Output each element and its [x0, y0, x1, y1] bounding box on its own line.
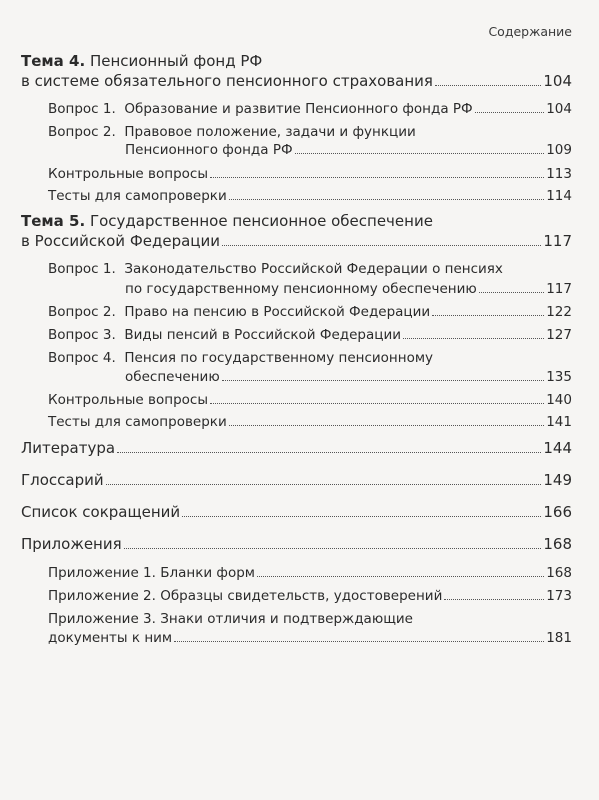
- item-title: Виды пенсий в Российской Федерации: [124, 327, 401, 343]
- item-title: Контрольные вопросы: [48, 392, 208, 408]
- topic-title: Пенсионный фонд РФ: [89, 52, 263, 70]
- item-title: Тесты для самопроверки: [48, 188, 227, 204]
- question-label: Вопрос 2.: [48, 304, 116, 320]
- dot-leader: [124, 548, 542, 549]
- topic-title: Государственное пенсионное обеспечение: [89, 212, 433, 230]
- item-title: Образование и развитие Пенсионного фонда РФ: [124, 101, 473, 117]
- item-title: Правовое положение, задачи и функции: [124, 124, 416, 140]
- topic-title-cont: в Российской Федерации: [21, 232, 220, 250]
- page-number: 144: [543, 439, 572, 457]
- topic-title-cont: в системе обязательного пенсионного страхования: [21, 72, 433, 90]
- page-number: 141: [546, 414, 572, 430]
- page-number: 140: [546, 392, 572, 408]
- appendix-title: Приложение 2. Образцы свидетельств, удостоверений: [48, 588, 443, 604]
- item-title-cont: обеспечению: [125, 369, 220, 385]
- dot-leader: [222, 245, 541, 246]
- dot-leader: [182, 516, 541, 517]
- dot-leader: [229, 199, 545, 200]
- page-number: 117: [546, 281, 572, 297]
- page-number: 181: [546, 630, 572, 646]
- running-head: Содержание: [488, 24, 572, 39]
- question-label: Вопрос 1.: [48, 101, 116, 117]
- dot-leader: [435, 85, 541, 86]
- appendix-title-cont: документы к ним: [48, 630, 173, 646]
- question-label: Вопрос 4.: [48, 350, 116, 366]
- dot-leader: [295, 153, 545, 154]
- section-title: Глоссарий: [21, 471, 104, 489]
- dot-leader: [117, 452, 541, 453]
- page-number: 117: [543, 232, 572, 250]
- item-title: Законодательство Российской Федерации о пенсиях: [124, 261, 503, 277]
- page-number: 114: [546, 188, 572, 204]
- item-title: Пенсия по государственному пенсионному: [124, 350, 434, 366]
- question-label: Вопрос 2.: [48, 124, 116, 140]
- page-number: 122: [546, 304, 572, 320]
- page-number: 168: [546, 565, 572, 581]
- page-number: 109: [546, 142, 572, 158]
- topic-label: Тема 5.: [21, 212, 86, 230]
- page-number: 166: [543, 503, 572, 521]
- dot-leader: [479, 292, 544, 293]
- dot-leader: [222, 380, 545, 381]
- section-title: Литература: [21, 439, 116, 457]
- appendix-title: Приложение 1. Бланки форм: [48, 565, 255, 581]
- topic-label: Тема 4.: [21, 52, 86, 70]
- question-label: Вопрос 1.: [48, 261, 116, 277]
- item-title: Контрольные вопросы: [48, 166, 208, 182]
- page-number: 104: [546, 101, 572, 117]
- dot-leader: [174, 641, 544, 642]
- item-title: Право на пенсию в Российской Федерации: [124, 304, 431, 320]
- dot-leader: [475, 112, 545, 113]
- section-title: Список сокращений: [21, 503, 181, 521]
- item-title-cont: Пенсионного фонда РФ: [125, 142, 293, 158]
- section-title: Приложения: [21, 535, 122, 553]
- page-number: 135: [546, 369, 572, 385]
- dot-leader: [210, 403, 544, 404]
- page-number: 104: [543, 72, 572, 90]
- item-title-cont: по государственному пенсионному обеспечению: [125, 281, 477, 297]
- item-title: Тесты для самопроверки: [48, 414, 227, 430]
- dot-leader: [432, 315, 544, 316]
- dot-leader: [229, 425, 545, 426]
- page-number: 127: [546, 327, 572, 343]
- page-number: 149: [543, 471, 572, 489]
- dot-leader: [210, 177, 544, 178]
- page-number: 113: [546, 166, 572, 182]
- dot-leader: [257, 576, 544, 577]
- dot-leader: [403, 338, 544, 339]
- question-label: Вопрос 3.: [48, 327, 116, 343]
- dot-leader: [106, 484, 542, 485]
- dot-leader: [444, 599, 544, 600]
- page-number: 173: [546, 588, 572, 604]
- page-number: 168: [543, 535, 572, 553]
- appendix-title: Приложение 3. Знаки отличия и подтверждающие: [48, 611, 413, 627]
